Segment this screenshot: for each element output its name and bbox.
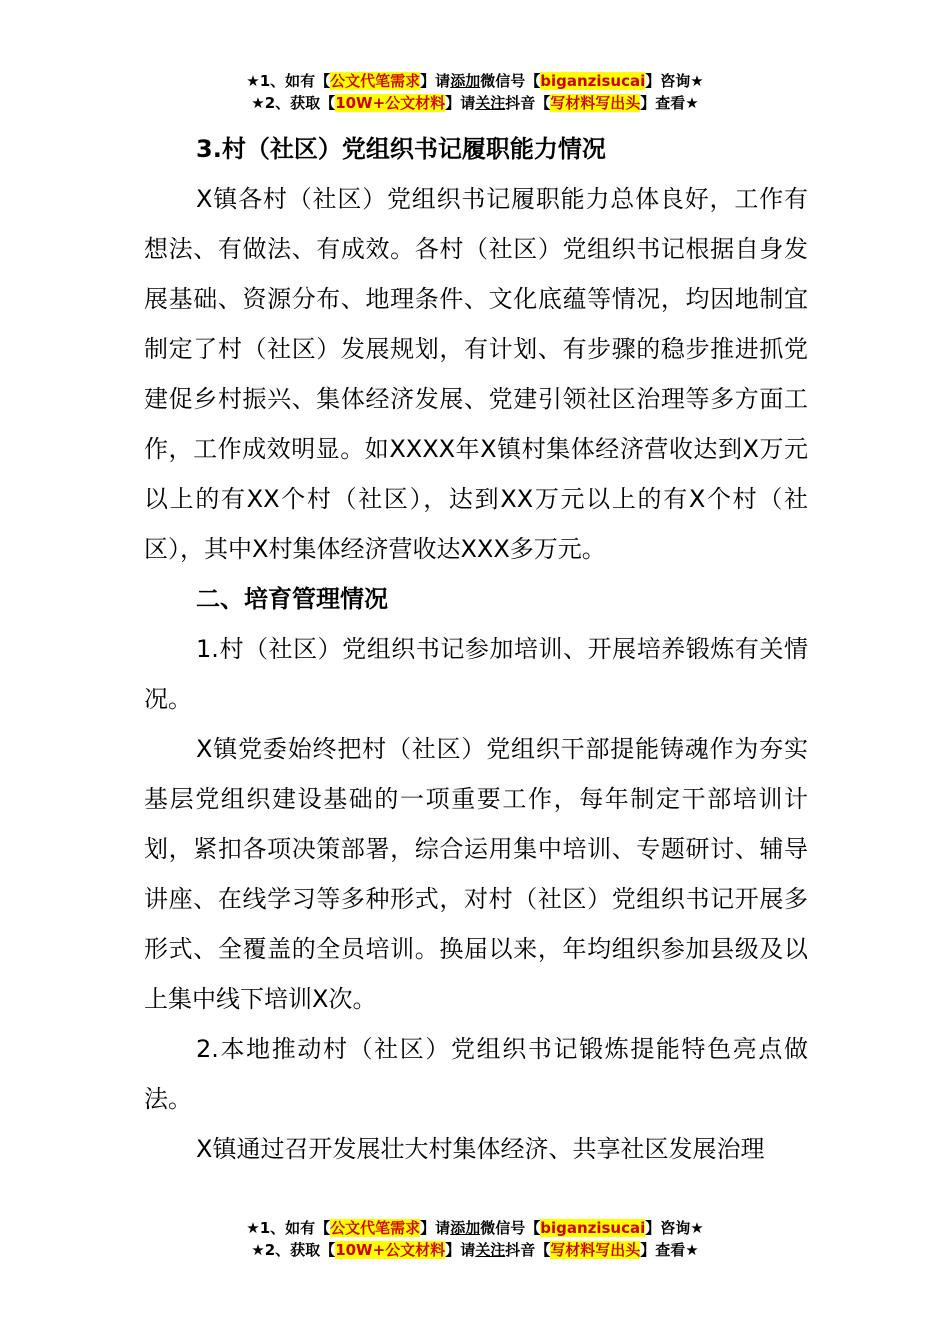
- paragraph-practices: X镇通过召开发展壮大村集体经济、共享社区发展治理: [196, 1135, 765, 1163]
- douyin-account: 写材料写出头: [550, 1241, 641, 1259]
- wechat-id: biganzisucai: [540, 1219, 646, 1237]
- banner-text: 微信号【: [480, 72, 541, 90]
- paragraph-performance: X镇各村（社区）党组织书记履职能力总体良好，工作有想法、有做法、有成效。各村（社区）党组织书记根据自身发展基础、资源分布、地理条件、文化底蕴等情况，均因地制宜制定了村（社区）发展规划，有计划、有步骤的稳步推进抓党建促乡村振兴、集体经济发展、党建引领社区治理等多方面工作，工作成效明显。如XXXX年X镇村集体经济营收达到X万元以上的有XX个村（社区），达到XX万元以上的有X个村（社区），其中X村集体经济营收达XXX多万元。: [144, 185, 808, 563]
- highlight-text: 公文代笔需求: [330, 72, 421, 90]
- banner-text: 】咨询★: [645, 72, 704, 90]
- banner-line-1: [0, 70, 950, 92]
- banner-line-2: [0, 92, 950, 114]
- banner-line-1: [0, 1217, 950, 1239]
- document-body: [144, 124, 808, 1174]
- banner-text: 】请: [445, 94, 476, 112]
- banner-text: 】查看★: [640, 1241, 699, 1259]
- banner-line-2: [0, 1239, 950, 1261]
- underlined-text: 关注: [475, 94, 506, 112]
- wechat-id: biganzisucai: [540, 72, 646, 90]
- section-heading-cultivation: 二、培育管理情况: [196, 585, 388, 613]
- paragraph-training: X镇党委始终把村（社区）党组织干部提能铸魂作为夯实基层党组织建设基础的一项重要工作，每年制定干部培训计划，紧扣各项决策部署，综合运用集中培训、专题研讨、辅导讲座、在线学习等多种形式，对村（社区）党组织书记开展多形式、全覆盖的全员培训。换届以来，年均组织参加县级及以上集中线下培训X次。: [144, 735, 808, 1013]
- banner-text: 】查看★: [640, 94, 699, 112]
- banner-text: ★2、获取【: [251, 94, 336, 112]
- footer-banner: [0, 1217, 950, 1261]
- banner-text: 】请: [420, 1219, 451, 1237]
- banner-text: 抖音【: [505, 94, 551, 112]
- underlined-text: 添加: [450, 72, 481, 90]
- highlight-text: 10W+公文材料: [335, 1241, 446, 1259]
- highlight-text: 10W+公文材料: [335, 94, 446, 112]
- section-heading-3: 3.村（社区）党组织书记履职能力情况: [196, 135, 606, 163]
- paragraph-training-title: 1.村（社区）党组织书记参加培训、开展培养锻炼有关情况。: [144, 635, 808, 713]
- banner-text: ★1、如有【: [246, 1219, 331, 1237]
- highlight-text: 公文代笔需求: [330, 1219, 421, 1237]
- banner-text: 】请: [445, 1241, 476, 1259]
- banner-text: ★1、如有【: [246, 72, 331, 90]
- underlined-text: 添加: [450, 1219, 481, 1237]
- banner-text: 微信号【: [480, 1219, 541, 1237]
- banner-text: ★2、获取【: [251, 1241, 336, 1259]
- banner-text: 】咨询★: [645, 1219, 704, 1237]
- douyin-account: 写材料写出头: [550, 94, 641, 112]
- underlined-text: 关注: [475, 1241, 506, 1259]
- banner-text: 抖音【: [505, 1241, 551, 1259]
- header-banner: [0, 70, 950, 114]
- paragraph-practices-title: 2.本地推动村（社区）党组织书记锻炼提能特色亮点做法。: [144, 1035, 808, 1113]
- banner-text: 】请: [420, 72, 451, 90]
